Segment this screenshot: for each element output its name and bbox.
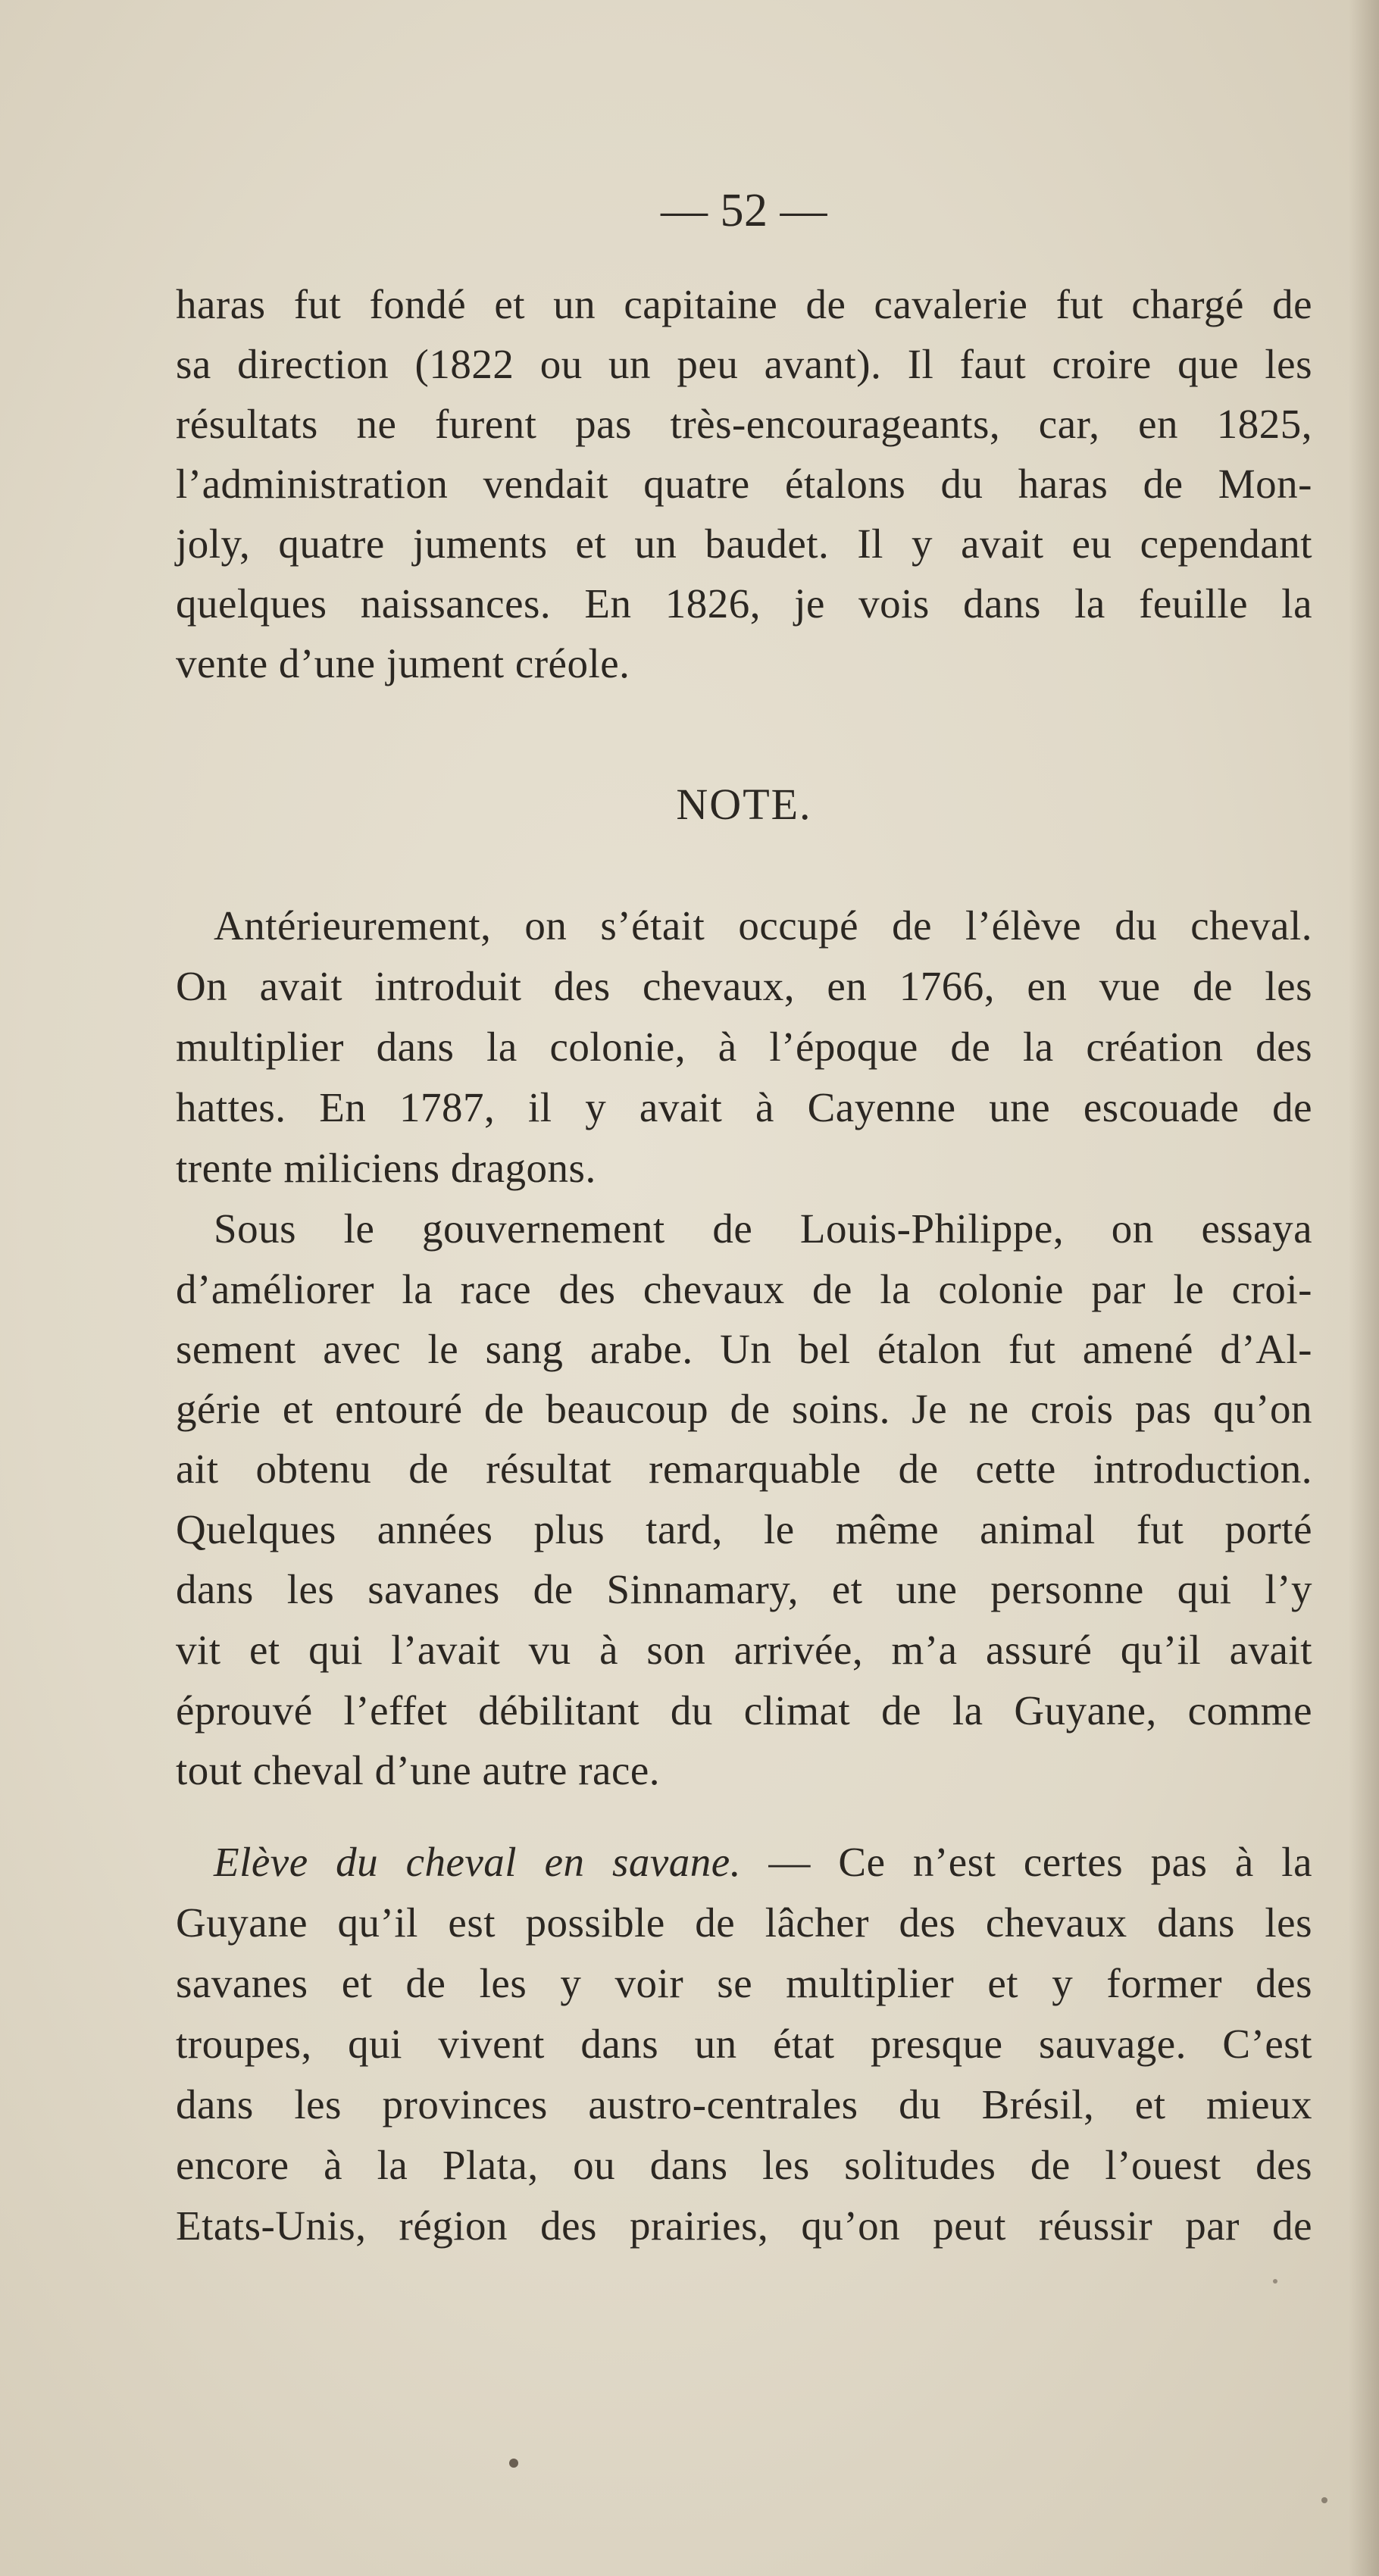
text-line: Guyane qu’il est possible de lâcher des chevaux dans les [176, 1899, 1312, 1946]
text-line: l’administration vendait quatre étalons du haras de Mon- [176, 461, 1312, 507]
text-fragment: — Ce n’est certes pas à la [740, 1839, 1312, 1885]
text-line: Quelques années plus tard, le même animal fut porté [176, 1506, 1312, 1552]
text-line: sa direction (1822 ou un peu avant). Il faut croire que les [176, 341, 1312, 387]
text-line: vit et qui l’avait vu à son arrivée, m’a assuré qu’il avait [176, 1627, 1312, 1673]
text-line: ait obtenu de résultat remarquable de cette introduction. [176, 1446, 1312, 1492]
note-title: NOTE. [676, 780, 812, 829]
paper-speck [1321, 2497, 1327, 2503]
text-line: On avait introduit des chevaux, en 1766, en vue de les [176, 963, 1312, 1009]
text-line: tout cheval d’une autre race. [176, 1747, 661, 1793]
text-line: encore à la Plata, ou dans les solitudes de l’ouest des [176, 2142, 1312, 2188]
paper-speck [509, 2459, 518, 2468]
text-line: vente d’une jument créole. [176, 640, 630, 686]
text-line: éprouvé l’effet débilitant du climat de la Guyane, comme [176, 1687, 1312, 1733]
text-line: savanes et de les y voir se multiplier et y former des [176, 1960, 1312, 2006]
text-line: hattes. En 1787, il y avait à Cayenne une escouade de [176, 1084, 1312, 1130]
text-line: Antérieurement, on s’était occupé de l’élève du cheval. [214, 902, 1312, 949]
page-number: — 52 — [661, 185, 827, 236]
text-line: sement avec le sang arabe. Un bel étalon fut amené d’Al- [176, 1326, 1312, 1372]
text-line: Sous le gouvernement de Louis-Philippe, on essaya [214, 1205, 1312, 1252]
text-line: troupes, qui vivent dans un état presque sauvage. C’est [176, 2021, 1312, 2067]
text-line: gérie et entouré de beaucoup de soins. Je ne crois pas qu’on [176, 1386, 1312, 1432]
text-line: dans les savanes de Sinnamary, et une personne qui l’y [176, 1566, 1312, 1612]
text-line: Etats-Unis, région des prairies, qu’on peut réussir par de [176, 2202, 1312, 2249]
text-line: quelques naissances. En 1826, je vois dans la feuille la [176, 580, 1312, 627]
text-line [214, 1832, 1312, 1893]
text-line: résultats ne furent pas très-encourageants, car, en 1825, [176, 401, 1312, 447]
text-line: haras fut fondé et un capitaine de cavalerie fut chargé de [176, 281, 1312, 327]
page-edge-shadow [1349, 0, 1379, 2576]
paper-speck [1273, 2279, 1277, 2284]
text-line: trente miliciens dragons. [176, 1145, 596, 1191]
text-line: d’améliorer la race des chevaux de la colonie par le croi- [176, 1266, 1312, 1312]
text-line: dans les provinces austro-centrales du Brésil, et mieux [176, 2081, 1312, 2127]
text-line: joly, quatre juments et un baudet. Il y avait eu cependant [176, 521, 1312, 567]
text-line: multiplier dans la colonie, à l’époque de la création des [176, 1024, 1312, 1070]
section-heading: Elève du cheval en savane. [214, 1839, 741, 1885]
